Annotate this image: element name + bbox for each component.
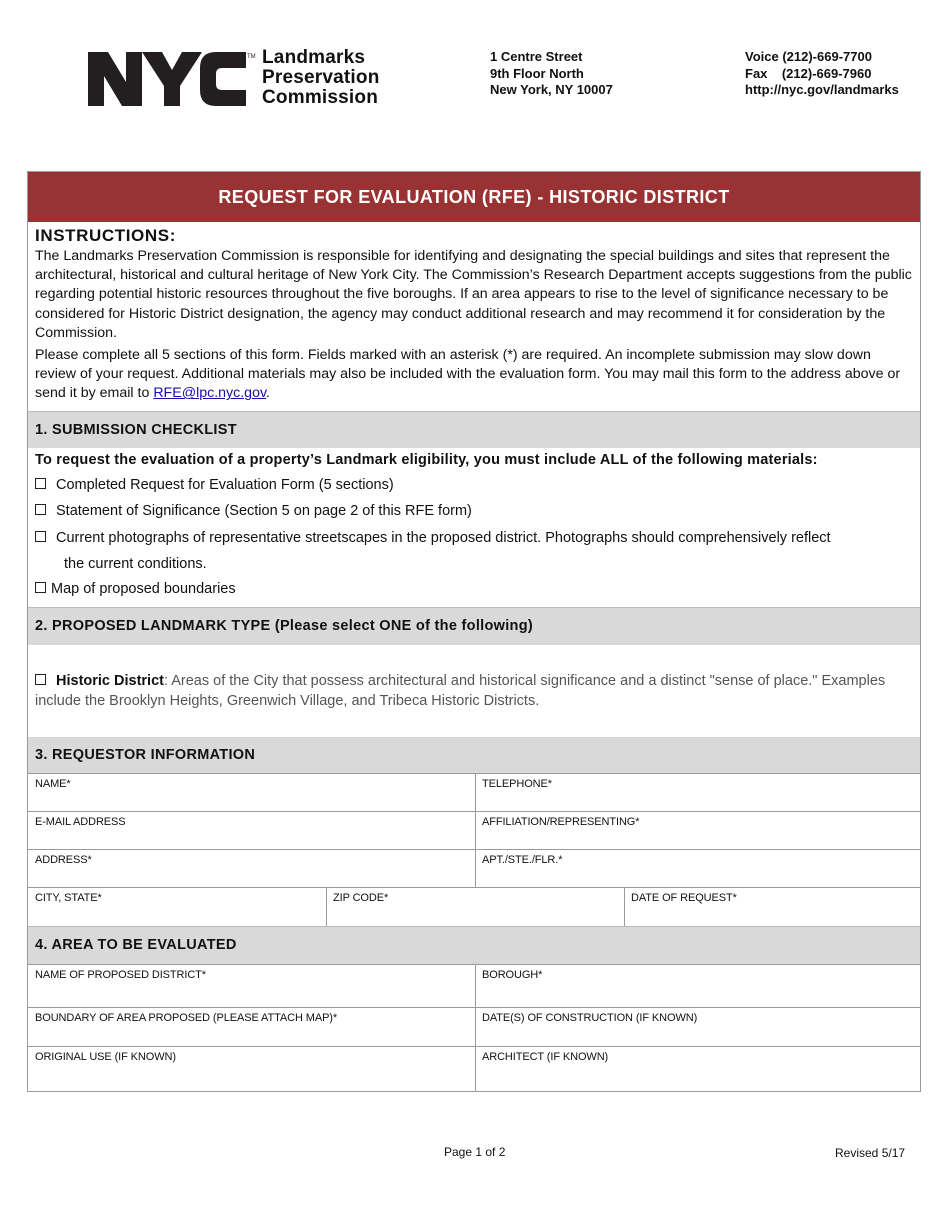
affiliation-field[interactable]: AFFILIATION/REPRESENTING*: [475, 811, 920, 849]
historic-district-description: : Areas of the City that possess architectural and historical significance and a distinct "sense of place." Examples include the Brooklyn Heights, Greenwich Village, and Tribeca Historic Districts.: [35, 673, 886, 709]
address-line-2: 9th Floor North: [490, 65, 584, 81]
checklist-item-1[interactable]: [35, 476, 394, 495]
checklist-item-4[interactable]: [35, 580, 236, 599]
checklist-item-4-label: Map of proposed boundaries: [51, 581, 236, 597]
divider: [475, 773, 476, 887]
section-1-header: 1. SUBMISSION CHECKLIST: [28, 411, 920, 448]
instructions-paragraph-2-text: Please complete all 5 sections of this form. Fields marked with an asterisk (*) are required. An incomplete submission may slow down review of your request. Additional materials may also be included with the evaluation form. You may mail this form to the address above or send it by email to: [35, 347, 901, 402]
voice-number: Voice (212)-669-7700: [745, 49, 872, 64]
divider: [475, 964, 476, 1092]
section-2-header: 2. PROPOSED LANDMARK TYPE (Please select ONE of the following): [28, 607, 920, 645]
rfe-form: [27, 171, 921, 1092]
divider: [326, 887, 327, 926]
svg-text:TM: TM: [247, 54, 256, 60]
checklist-item-3-label: Current photographs of representative streetscapes in the proposed district. Photographs should comprehensively reflect: [56, 530, 831, 546]
historic-district-label: Historic District: [56, 673, 164, 689]
revision-date: Revised 5/17: [835, 1146, 906, 1160]
section-3-header: 3. REQUESTOR INFORMATION: [28, 737, 920, 774]
email-link[interactable]: RFE@lpc.nyc.gov: [153, 385, 267, 402]
city-state-field[interactable]: CITY, STATE*: [28, 887, 326, 926]
instructions-paragraph-1: The Landmarks Preservation Commission is responsible for identifying and designating the special buildings and sites that represent the architectural, historical and cultural heritage of New York City. The Commission’s Research Department accepts suggestions from the public regarding potential historic resources throughout the five boroughs. If an area appears to rise to the level of significance necessary to be considered for Historic District designation, the agency may conduct additional research and may recommend it for consideration by the Commission.: [35, 248, 912, 341]
checklist-lead: To request the evaluation of a property’s Landmark eligibility, you must include ALL of the following materials:: [35, 452, 818, 468]
org-line-3: Commission: [262, 87, 379, 108]
checkbox-icon[interactable]: [35, 674, 46, 685]
email-field[interactable]: E-MAIL ADDRESS: [28, 811, 475, 849]
historic-district-option[interactable]: [35, 671, 905, 711]
checklist-item-2-label: Statement of Significance (Section 5 on page 2 of this RFE form): [56, 503, 472, 519]
telephone-field[interactable]: TELEPHONE*: [475, 773, 920, 811]
address-line-3: New York, NY 10007: [490, 82, 613, 97]
mailing-address: [490, 49, 613, 99]
checklist-item-2[interactable]: [35, 502, 472, 521]
section-4-header: 4. AREA TO BE EVALUATED: [28, 926, 920, 964]
date-of-request-field[interactable]: DATE OF REQUEST*: [624, 887, 920, 926]
checklist-item-3[interactable]: [35, 529, 831, 548]
district-name-field[interactable]: NAME OF PROPOSED DISTRICT*: [28, 964, 475, 1007]
divider: [624, 887, 625, 926]
org-line-1: Landmarks: [262, 47, 366, 68]
website-link[interactable]: http://nyc.gov/landmarks: [745, 82, 899, 97]
architect-field[interactable]: ARCHITECT (IF KNOWN): [475, 1046, 920, 1092]
org-name: [262, 48, 380, 108]
name-field[interactable]: NAME*: [28, 773, 475, 811]
boundary-field[interactable]: BOUNDARY OF AREA PROPOSED (PLEASE ATTACH MAP)*: [28, 1007, 475, 1046]
checkbox-icon[interactable]: [35, 531, 46, 542]
contact-info: [745, 49, 899, 99]
checkbox-icon[interactable]: [35, 478, 46, 489]
checkbox-icon[interactable]: [35, 582, 46, 593]
zip-code-field[interactable]: ZIP CODE*: [326, 887, 624, 926]
instructions-heading: INSTRUCTIONS:: [35, 226, 176, 245]
checklist-item-1-label: Completed Request for Evaluation Form (5 sections): [56, 477, 394, 493]
form-title: REQUEST FOR EVALUATION (RFE) - HISTORIC DISTRICT: [28, 172, 920, 222]
borough-field[interactable]: BOROUGH*: [475, 964, 920, 1007]
construction-dates-field[interactable]: DATE(S) OF CONSTRUCTION (IF KNOWN): [475, 1007, 920, 1046]
apt-field[interactable]: APT./STE./FLR.*: [475, 849, 920, 887]
lpc-logo: [86, 48, 386, 110]
instructions-paragraph-2: [35, 346, 913, 404]
address-field[interactable]: ADDRESS*: [28, 849, 475, 887]
address-line-1: 1 Centre Street: [490, 49, 583, 64]
page-number: Page 1 of 2: [444, 1145, 506, 1159]
paragraph-period: .: [266, 385, 270, 402]
fax-number: Fax (212)-669-7960: [745, 65, 872, 81]
org-line-2: Preservation: [262, 67, 380, 88]
checklist-item-3-continued: the current conditions.: [64, 556, 207, 572]
original-use-field[interactable]: ORIGINAL USE (IF KNOWN): [28, 1046, 475, 1092]
nyc-logo-mark: [86, 48, 256, 108]
checkbox-icon[interactable]: [35, 504, 46, 515]
